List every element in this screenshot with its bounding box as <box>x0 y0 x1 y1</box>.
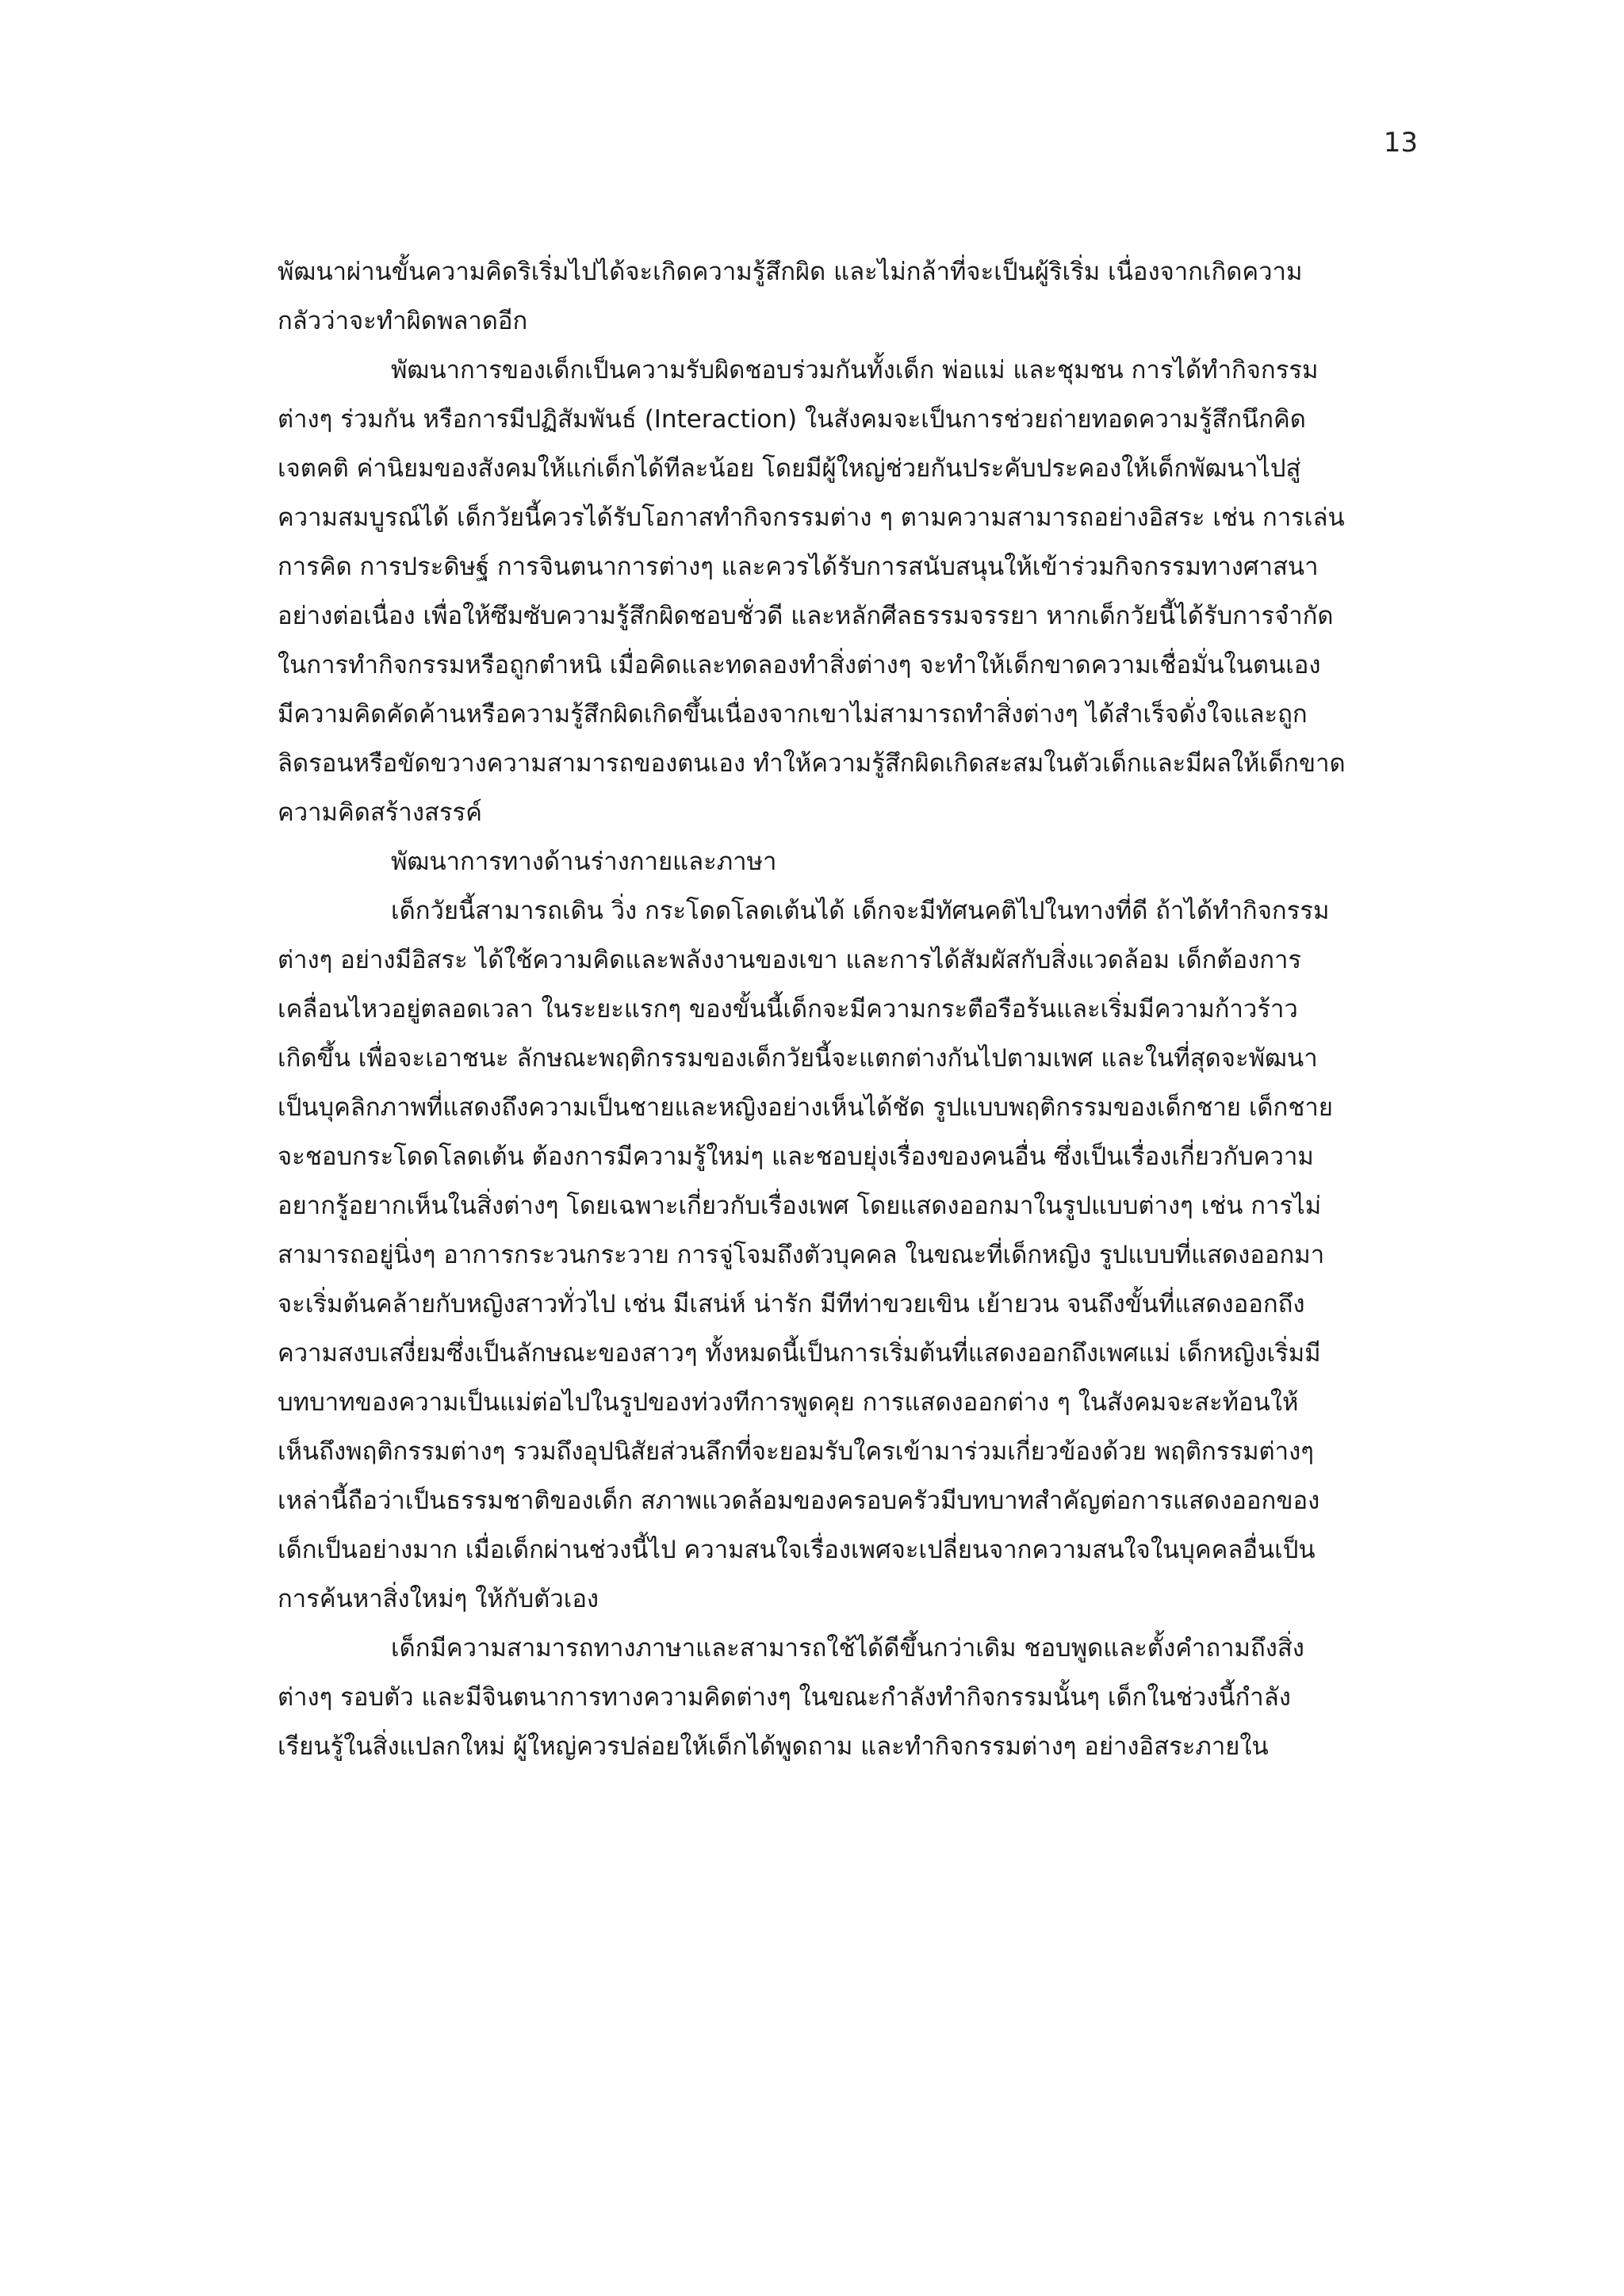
text-line: ในการทำกิจกรรมหรือถูกตำหนิ เมื่อคิดและทดลองทำสิ่งต่างๆ จะทำให้เด็กขาดความเชื่อมั่นในตนเอง <box>278 651 1321 679</box>
text-line: ความสมบูรณ์ได้ เด็กวัยนี้ควรได้รับโอกาสทำกิจกรรมต่าง ๆ ตามความสามารถอย่างอิสระ เช่น การเล่น <box>278 503 1345 532</box>
paragraph-2 <box>278 346 1427 837</box>
text-line: สามารถอยู่นิ่งๆ อาการกระวนกระวาย การจู่โจมถึงตัวบุคคล ในขณะที่เด็กหญิง รูปแบบที่แสดงออกมา <box>278 1241 1325 1269</box>
text-line: การค้นหาสิ่งใหม่ๆ ให้กับตัวเอง <box>278 1585 599 1613</box>
text-line: เด็กเป็นอย่างมาก เมื่อเด็กผ่านช่วงนี้ไป ความสนใจเรื่องเพศจะเปลี่ยนจากความสนใจในบุคคลอื่นเป็น <box>278 1536 1316 1564</box>
text-line: ความคิดสร้างสรรค์ <box>278 798 482 827</box>
text-line: อยากรู้อยากเห็นในสิ่งต่างๆ โดยเฉพาะเกี่ยวกับเรื่องเพศ โดยแสดงออกมาในรูปแบบต่างๆ เช่น การไม่ <box>278 1192 1322 1220</box>
text-line: ความสงบเสงี่ยมซึ่งเป็นลักษณะของสาวๆ ทั้งหมดนี้เป็นการเริ่มต้นที่แสดงออกถึงเพศแม่ เด็กหญิงเริ่มมี <box>278 1339 1321 1368</box>
paragraph-1 <box>278 247 1427 346</box>
body-text <box>278 247 1427 1771</box>
text-line: กลัวว่าจะทำผิดพลาดอีก <box>278 307 528 335</box>
text-line: มีความคิดคัดค้านหรือความรู้สึกผิดเกิดขึ้นเนื่องจากเขาไม่สามารถทำสิ่งต่างๆ ได้สำเร็จดั่งใจและถูก <box>278 700 1308 729</box>
text-line: ต่างๆ รอบตัว และมีจินตนาการทางความคิดต่างๆ ในขณะกำลังทำกิจกรรมนั้นๆ เด็กในช่วงนี้กำลัง <box>278 1683 1291 1712</box>
text-line: พัฒนาการทางด้านร่างกายและภาษา <box>391 848 777 876</box>
paragraph-3 <box>278 886 1427 1624</box>
text-line: ต่างๆ อย่างมีอิสระ ได้ใช้ความคิดและพลังงานของเขา และการได้สัมผัสกับสิ่งแวดล้อม เด็กต้องการ <box>278 946 1302 974</box>
text-line: พัฒนาผ่านขั้นความคิดริเริ่มไปได้จะเกิดความรู้สึกผิด และไม่กล้าที่จะเป็นผู้ริเริ่ม เนื่องจากเกิดความ <box>278 258 1303 286</box>
text-line: เด็กวัยนี้สามารถเดิน วิ่ง กระโดดโลดเต้นได้ เด็กจะมีทัศนคติไปในทางที่ดี ถ้าได้ทำกิจกรรม <box>391 897 1330 925</box>
text-line: ลิดรอนหรือขัดขวางความสามารถของตนเอง ทำให้ความรู้สึกผิดเกิดสะสมในตัวเด็กและมีผลให้เด็กขาด <box>278 749 1346 778</box>
text-line: จะเริ่มต้นคล้ายกับหญิงสาวทั่วไป เช่น มีเสน่ห์ น่ารัก มีทีท่าขวยเขิน เย้ายวน จนถึงขั้นที่แสดงออกถึง <box>278 1290 1305 1318</box>
text-line: เด็กมีความสามารถทางภาษาและสามารถใช้ได้ดีขึ้นกว่าเดิม ชอบพูดและตั้งคำถามถึงสิ่ง <box>391 1634 1304 1663</box>
text-line: เหล่านี้ถือว่าเป็นธรรมชาติของเด็ก สภาพแวดล้อมของครอบครัวมีบทบาทสำคัญต่อการแสดงออกของ <box>278 1487 1320 1515</box>
text-line: เคลื่อนไหวอยู่ตลอดเวลา ในระยะแรกๆ ของขั้นนี้เด็กจะมีความกระตือรือร้นและเริ่มมีความก้าวร้าว <box>278 995 1298 1024</box>
text-line: บทบาทของความเป็นแม่ต่อไปในรูปของท่วงทีการพูดคุย การแสดงออกต่าง ๆ ในสังคมจะสะท้อนให้ <box>278 1388 1299 1417</box>
text-line: จะชอบกระโดดโลดเต้น ต้องการมีความรู้ใหม่ๆ และชอบยุ่งเรื่องของคนอื่น ซึ่งเป็นเรื่องเกี่ยวกับความ <box>278 1142 1314 1171</box>
text-line: เห็นถึงพฤติกรรมต่างๆ รวมถึงอุปนิสัยส่วนลึกที่จะยอมรับใครเข้ามาร่วมเกี่ยวข้องด้วย พฤติกรรมต่างๆ <box>278 1437 1314 1466</box>
page-number: 13 <box>1383 127 1418 159</box>
text-line: ต่างๆ ร่วมกัน หรือการมีปฏิสัมพันธ์ (Interaction) ในสังคมจะเป็นการช่วยถ่ายทอดความรู้สึกนึกคิด <box>278 405 1306 434</box>
text-line: เรียนรู้ในสิ่งแปลกใหม่ ผู้ใหญ่ควรปล่อยให้เด็กได้พูดถาม และทำกิจกรรมต่างๆ อย่างอิสระภายใน <box>278 1732 1269 1761</box>
paragraph-4 <box>278 1624 1427 1771</box>
text-line: การคิด การประดิษฐ์ การจินตนาการต่างๆ และควรได้รับการสนับสนุนให้เข้าร่วมกิจกรรมทางศาสนา <box>278 553 1319 581</box>
text-line: เป็นบุคลิกภาพที่แสดงถึงความเป็นชายและหญิงอย่างเห็นได้ชัด รูปแบบพฤติกรรมของเด็กชาย เด็กชาย <box>278 1093 1333 1122</box>
text-line: เจตคติ ค่านิยมของสังคมให้แก่เด็กได้ทีละน้อย โดยมีผู้ใหญ่ช่วยกันประคับประคองให้เด็กพัฒนาไปสู่ <box>278 454 1301 483</box>
section-heading <box>278 837 1427 886</box>
text-line: อย่างต่อเนื่อง เพื่อให้ซึมซับความรู้สึกผิดชอบชั่วดี และหลักศีลธรรมจรรยา หากเด็กวัยนี้ได้รับการจำกัด <box>278 602 1334 630</box>
text-line: เกิดขึ้น เพื่อจะเอาชนะ ลักษณะพฤติกรรมของเด็กวัยนี้จะแตกต่างกันไปตามเพศ และในที่สุดจะพัฒนา <box>278 1044 1318 1073</box>
text-line: พัฒนาการของเด็กเป็นความรับผิดชอบร่วมกันทั้งเด็ก พ่อแม่ และชุมชน การได้ทำกิจกรรม <box>391 356 1319 385</box>
